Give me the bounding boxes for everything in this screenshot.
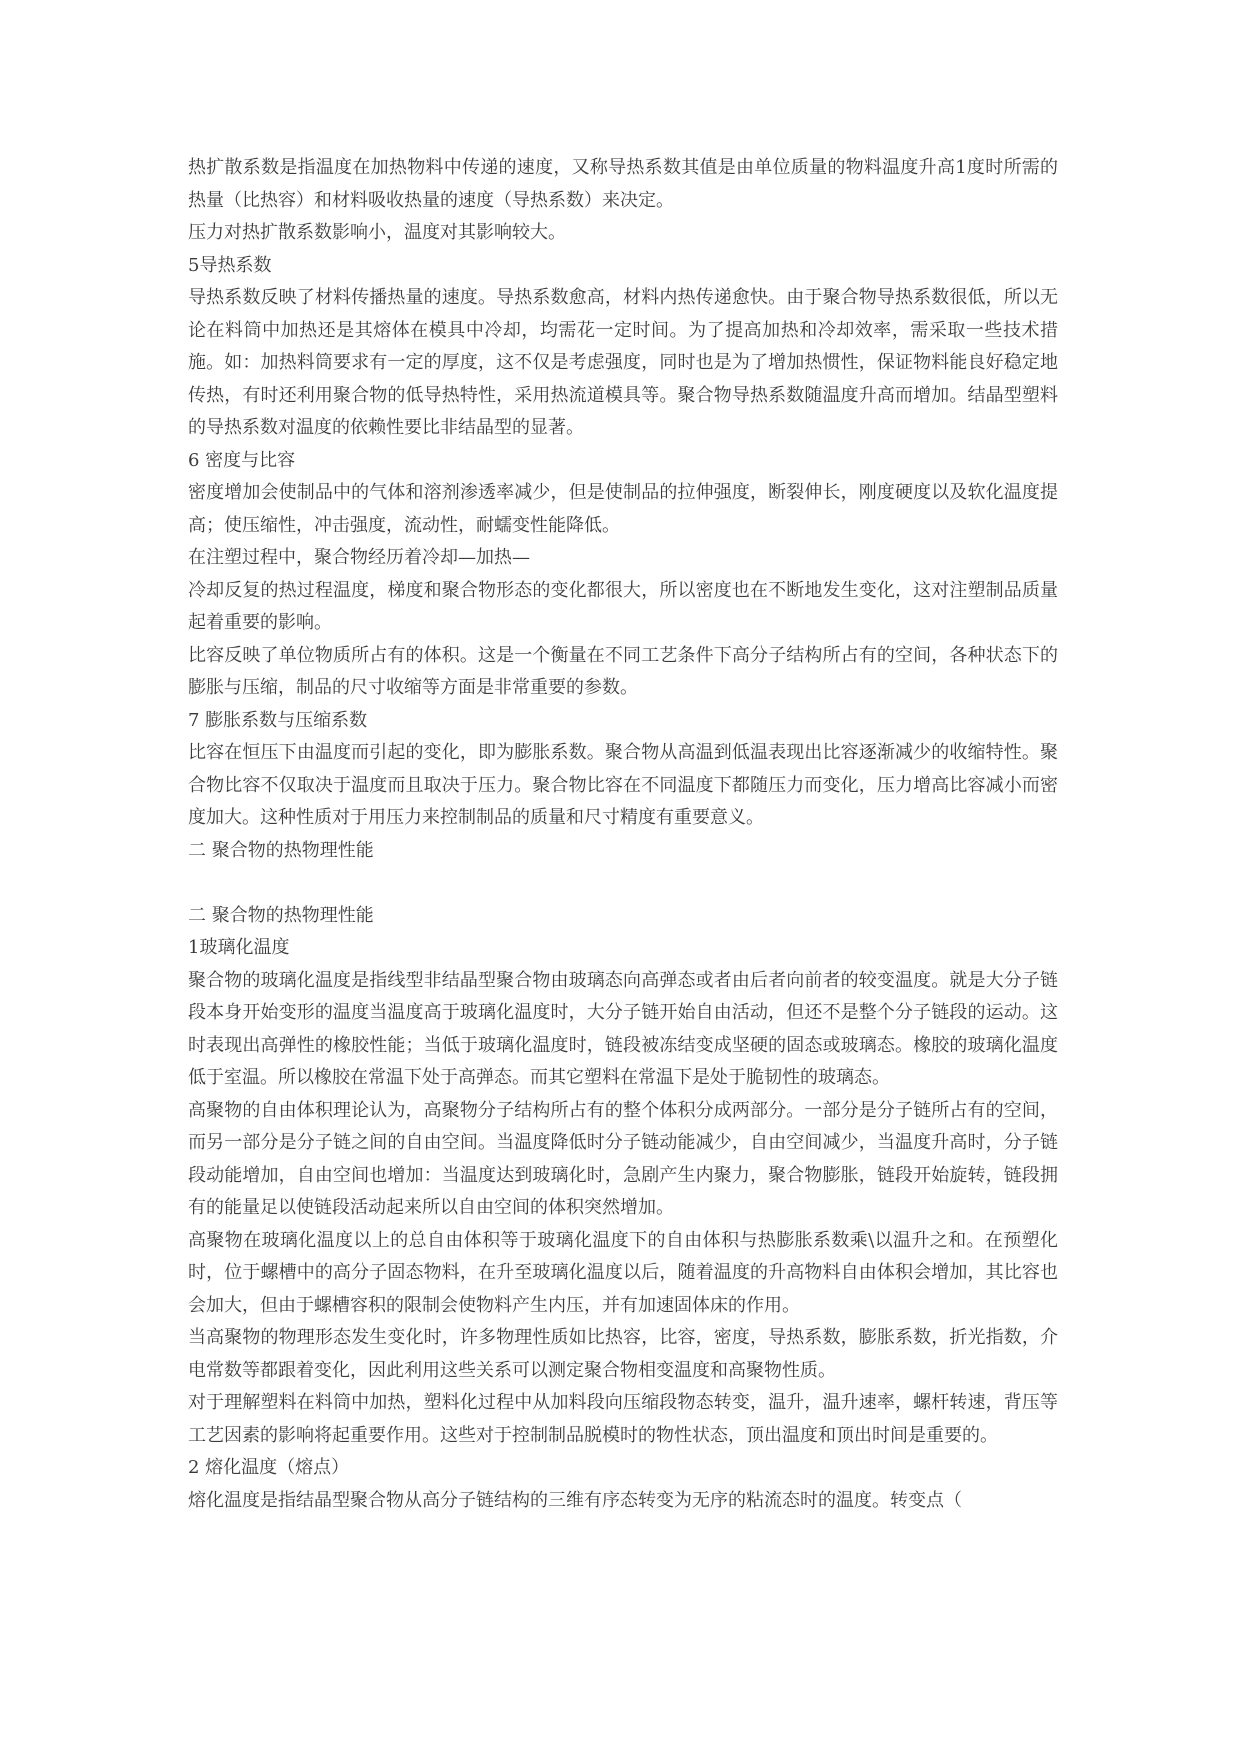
paragraph-melting-temperature: 熔化温度是指结晶型聚合物从高分子链结构的三维有序态转变为无序的粘流态时的温度。转变点（	[188, 1489, 962, 1511]
paragraph-free-volume-theory: 高聚物的自由体积理论认为，高聚物分子结构所占有的整个体积分成两部分。一部分是分子链所占有的空间，而另一部分是分子链之间的自由空间。当温度降低时分子链动能减少，自由空间减少，当温度升高时，分子链段动能增加，自由空间也增加：当温度达到玻璃化时，急剧产生内聚力，聚合物膨胀，链段开始旋转，链段拥有的能量足以使链段活动起来所以自由空间的体积突然增加。	[188, 1099, 1058, 1218]
paragraph-thermal-diffusivity: 热扩散系数是指温度在加热物料中传递的速度，又称导热系数其值是由单位质量的物料温度升高1度时所需的热量（比热容）和材料吸收热量的速度（导热系数）来决定。	[188, 157, 1058, 211]
paragraph-glass-transition: 聚合物的玻璃化温度是指线型非结晶型聚合物由玻璃态向高弹态或者由后者向前者的较变温度。就是大分子链段本身开始变形的温度当温度高于玻璃化温度时，大分子链开始自由活动，但还不是整个分子链段的运动。这时表现出高弹性的橡胶性能；当低于玻璃化温度时，链段被冻结变成坚硬的固态或玻璃态。橡胶的玻璃化温度低于室温。所以橡胶在常温下处于高弹态。而其它塑料在常温下是处于脆韧性的玻璃态。	[188, 969, 1058, 1088]
paragraph-expansion-coefficient: 比容在恒压下由温度而引起的变化，即为膨胀系数。聚合物从高温到低温表现出比容逐渐减少的收缩特性。聚合物比容不仅取决于温度而且取决于压力。聚合物比容在不同温度下都随压力而变化，压力增高比容减小而密度加大。这种性质对于用压力来控制制品的质量和尺寸精度有重要意义。	[188, 742, 1058, 828]
paragraph-total-free-volume: 高聚物在玻璃化温度以上的总自由体积等于玻璃化温度下的自由体积与热膨胀系数乘\以温升之和。在预塑化时，位于螺槽中的高分子固态物料，在升至玻璃化温度以后，随着温度的升高物料自由体积会增加，其比容也会加大，但由于螺槽容积的限制会使物料产生内压，并有加速固体床的作用。	[188, 1229, 1058, 1316]
paragraph-cooling-cycle: 冷却反复的热过程温度，梯度和聚合物形态的变化都很大，所以密度也在不断地发生变化，这对注塑制品质量起着重要的影响。	[188, 579, 1058, 633]
heading-thermophysical-properties-repeat: 二 聚合物的热物理性能	[188, 904, 374, 926]
paragraph-specific-volume: 比容反映了单位物质所占有的体积。这是一个衡量在不同工艺条件下高分子结构所占有的空间，各种状态下的膨胀与压缩，制品的尺寸收缩等方面是非常重要的参数。	[188, 644, 1058, 698]
heading-thermophysical-properties: 二 聚合物的热物理性能	[188, 839, 374, 861]
heading-density-specific-volume: 6 密度与比容	[188, 449, 296, 471]
paragraph-process-factors: 对于理解塑料在料筒中加热，塑料化过程中从加料段向压缩段物态转变，温升，温升速率，螺杆转速，背压等工艺因素的影响将起重要作用。这些对于控制制品脱模时的物性状态，顶出温度和顶出时间是重要的。	[188, 1392, 1058, 1446]
heading-thermal-conductivity: 5导热系数	[188, 254, 272, 276]
heading-melting-temperature: 2 熔化温度（熔点）	[188, 1457, 350, 1478]
blank-line	[188, 867, 1058, 900]
paragraph-physical-state-change: 当高聚物的物理形态发生变化时，许多物理性质如比热容，比容，密度，导热系数，膨胀系数，折光指数，介电常数等都跟着变化，因此利用这些关系可以测定聚合物相变温度和高聚物性质。	[188, 1327, 1058, 1381]
paragraph-density-effect: 密度增加会使制品中的气体和溶剂渗透率减少，但是使制品的拉伸强度，断裂伸长，刚度硬度以及软化温度提高；使压缩性，冲击强度，流动性，耐蠕变性能降低。	[188, 482, 1058, 536]
document-body	[188, 152, 1058, 1517]
paragraph-thermal-conductivity: 导热系数反映了材料传播热量的速度。导热系数愈高，材料内热传递愈快。由于聚合物导热系数很低，所以无论在料筒中加热还是其熔体在模具中冷却，均需花一定时间。为了提高加热和冷却效率，需采取一些技术措施。如：加热料筒要求有一定的厚度，这不仅是考虑强度，同时也是为了增加热惯性，保证物料能良好稳定地传热，有时还利用聚合物的低导热特性，采用热流道模具等。聚合物导热系数随温度升高而增加。结晶型塑料的导热系数对温度的依赖性要比非结晶型的显著。	[188, 287, 1058, 438]
heading-glass-transition: 1玻璃化温度	[188, 937, 290, 958]
paragraph-pressure-effect: 压力对热扩散系数影响小，温度对其影响较大。	[188, 222, 566, 243]
heading-expansion-compression: 7 膨胀系数与压缩系数	[188, 709, 368, 731]
paragraph-injection-process: 在注塑过程中，聚合物经历着冷却—加热—	[188, 547, 530, 568]
